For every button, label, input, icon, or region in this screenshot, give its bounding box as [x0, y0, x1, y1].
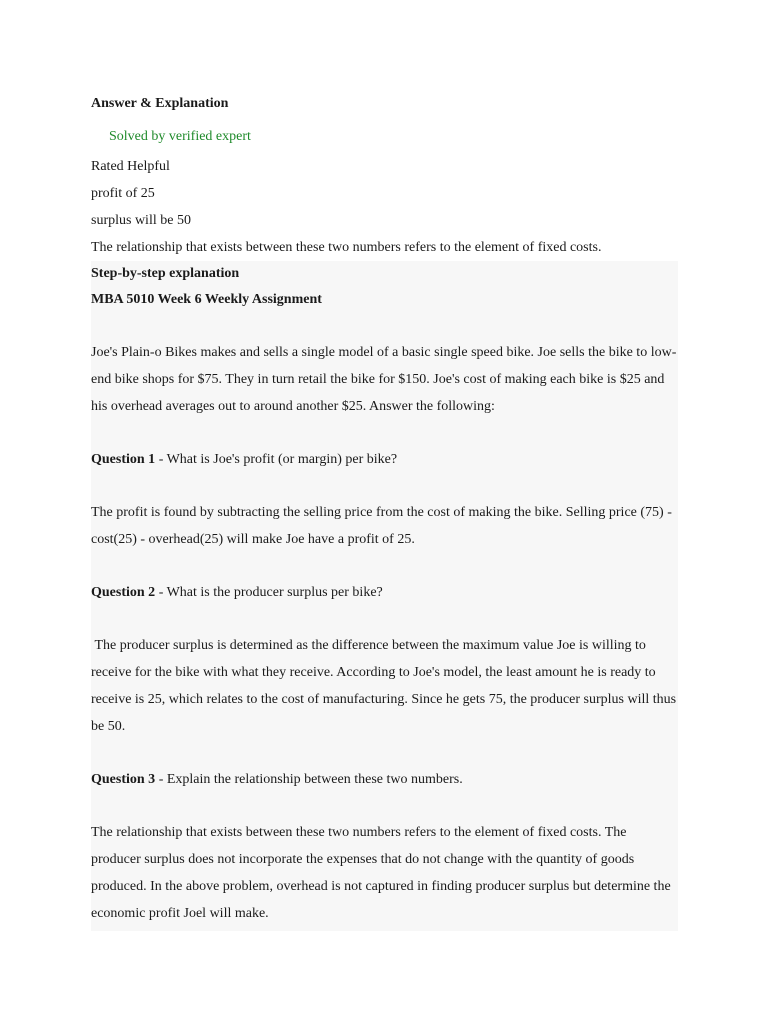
explanation-bottom-padding [91, 927, 678, 931]
answer-summary-3: The relationship that exists between these two numbers refers to the element of fixed costs. [91, 240, 602, 255]
step-by-step-explanation [91, 261, 678, 931]
question-3-label: Question 3 [91, 772, 156, 787]
question-2 [91, 579, 678, 606]
question-1-text: - What is Joe's profit (or margin) per bike? [155, 452, 398, 467]
question-1 [91, 446, 678, 473]
answer-summary-1: profit of 25 [91, 186, 155, 201]
answer-heading: Answer & Explanation [91, 96, 229, 111]
spacer [91, 793, 678, 819]
spacer [91, 553, 678, 579]
spacer [91, 473, 678, 499]
assignment-title: MBA 5010 Week 6 Weekly Assignment [91, 292, 322, 307]
spacer [91, 313, 678, 339]
answer-summary-2: surplus will be 50 [91, 213, 191, 228]
spacer [91, 740, 678, 766]
explanation-title: Step-by-step explanation [91, 266, 240, 281]
question-1-label: Question 1 [91, 452, 156, 467]
verified-expert-label: Solved by verified expert [109, 129, 251, 144]
question-3-text: - Explain the relationship between these two numbers. [155, 772, 463, 787]
spacer [91, 420, 678, 446]
question-2-text: - What is the producer surplus per bike? [155, 585, 383, 600]
answer-3: The relationship that exists between these two numbers refers to the element of fixed costs. The producer surplus does not incorporate the expenses that do not change with the quantity of goods produced. In the above problem, overhead is not captured in finding producer surplus but determine the economic profit Joel will make. [91, 825, 671, 921]
question-2-label: Question 2 [91, 585, 156, 600]
spacer [91, 606, 678, 632]
question-3 [91, 766, 678, 793]
problem-intro: Joe's Plain-o Bikes makes and sells a single model of a basic single speed bike. Joe sells the bike to low-end bike shops for $75. They in turn retail the bike for $150. Joe's cost of making each bike is $25 and his overhead averages out to around another $25. Answer the following: [91, 345, 677, 414]
answer-document [91, 92, 678, 931]
rated-helpful-label: Rated Helpful [91, 159, 170, 174]
answer-1: The profit is found by subtracting the selling price from the cost of making the bike. Selling price (75) - cost(25) - overhead(25) will make Joe have a profit of 25. [91, 505, 672, 547]
answer-2: The producer surplus is determined as the difference between the maximum value Joe is willing to receive for the bike with what they receive. According to Joe's model, the least amount he is ready to receive is 25, which relates to the cost of manufacturing. Since he gets 75, the producer surplus will thus be 50. [91, 638, 680, 734]
